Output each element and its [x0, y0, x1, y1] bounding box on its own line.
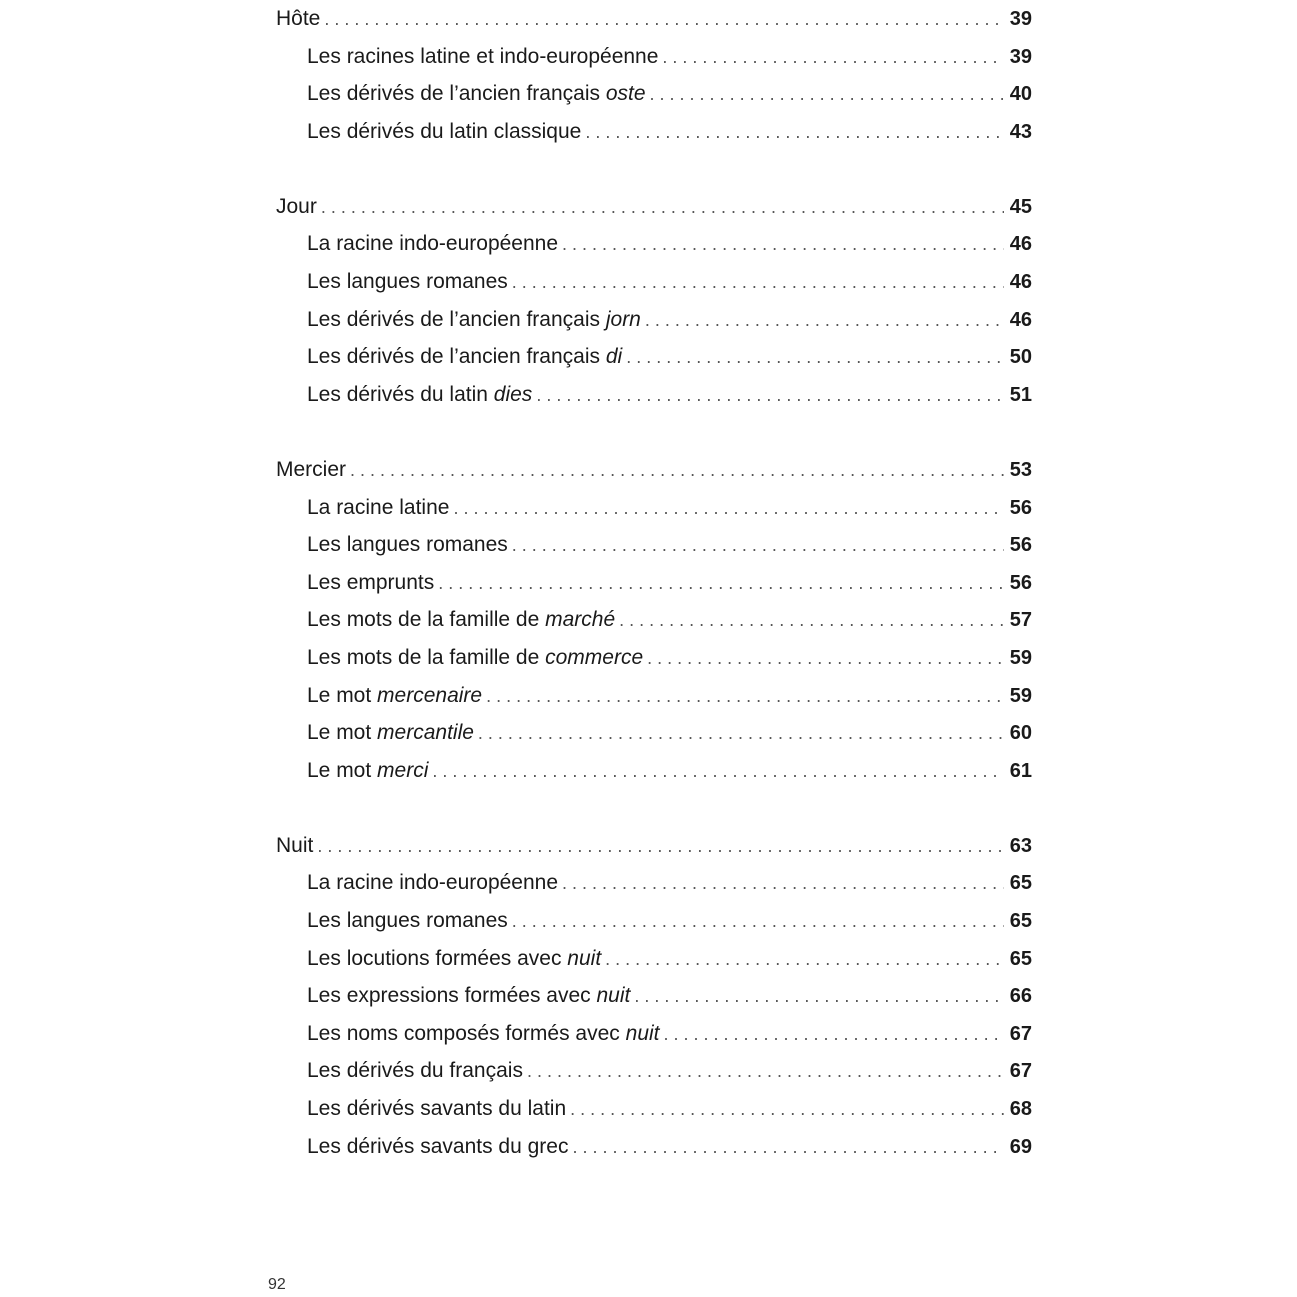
toc-subsection-entry	[276, 601, 1032, 639]
dot-leader	[474, 715, 1004, 753]
subsection-page-number: 59	[1009, 646, 1032, 669]
dot-leader	[508, 527, 1004, 565]
italic-term: nuit	[625, 1021, 660, 1045]
subsection-title	[307, 38, 658, 76]
toc-subsection-entry	[276, 902, 1032, 940]
subsection-title	[307, 601, 615, 639]
subsection-page-number: 61	[1009, 759, 1032, 782]
dot-leader	[558, 226, 1004, 264]
italic-term: di	[605, 345, 623, 369]
dot-leader	[434, 565, 1004, 603]
subsection-page-number: 60	[1009, 722, 1032, 745]
subsection-page-number: 66	[1009, 985, 1032, 1008]
toc-chapter-entry	[276, 827, 1032, 865]
toc-subsection-entry	[276, 940, 1032, 978]
toc-subsection-entry	[276, 714, 1032, 752]
subsection-page-number: 51	[1009, 383, 1032, 406]
subsection-page-number: 69	[1009, 1135, 1032, 1158]
toc-section	[276, 188, 1032, 414]
toc-section	[276, 451, 1032, 789]
italic-term: merci	[377, 758, 429, 782]
dot-leader	[532, 377, 1004, 415]
title-text: Les expressions formées avec	[307, 984, 597, 1008]
subsection-title	[307, 376, 532, 414]
toc-subsection-entry	[276, 113, 1032, 151]
dot-leader	[508, 903, 1004, 941]
subsection-title	[307, 489, 449, 527]
subsection-title	[307, 225, 558, 263]
italic-term: dies	[493, 382, 533, 406]
subsection-title	[307, 714, 474, 752]
italic-term: jorn	[605, 307, 641, 331]
dot-leader	[482, 678, 1004, 716]
toc-chapter-entry	[276, 0, 1032, 38]
subsection-page-number: 57	[1009, 609, 1032, 632]
subsection-page-number: 46	[1009, 271, 1032, 294]
chapter-title: Nuit	[276, 833, 314, 857]
dot-leader	[566, 1091, 1004, 1129]
italic-term: mercantile	[377, 721, 474, 745]
toc-subsection-entry	[276, 526, 1032, 564]
subsection-page-number: 39	[1009, 45, 1032, 68]
subsection-title	[307, 752, 428, 790]
subsection-page-number: 68	[1009, 1097, 1032, 1120]
subsection-page-number: 59	[1009, 684, 1032, 707]
subsection-page-number: 65	[1009, 872, 1032, 895]
subsection-title	[307, 940, 601, 978]
subsection-page-number: 67	[1009, 1022, 1032, 1045]
toc-chapter-entry	[276, 188, 1032, 226]
subsection-page-number: 46	[1009, 308, 1032, 331]
italic-term: oste	[605, 82, 646, 106]
subsection-title	[307, 677, 482, 715]
title-text: La racine indo-européenne	[307, 232, 559, 256]
subsection-title	[307, 75, 646, 113]
dot-leader	[317, 189, 1004, 227]
subsection-title	[307, 338, 622, 376]
title-text: Les dérivés de l’ancien français	[307, 345, 606, 369]
subsection-page-number: 65	[1009, 909, 1032, 932]
toc-subsection-entry	[276, 1052, 1032, 1090]
title-text: Les langues romanes	[307, 908, 508, 932]
toc-subsection-entry	[276, 977, 1032, 1015]
subsection-title	[307, 639, 643, 677]
table-of-contents	[276, 0, 1032, 1165]
subsection-title	[307, 977, 630, 1015]
subsection-title	[307, 1128, 568, 1166]
title-text: Le mot	[307, 758, 378, 782]
toc-chapter-entry	[276, 451, 1032, 489]
dot-leader	[428, 753, 1004, 791]
toc-subsection-entry	[276, 225, 1032, 263]
dot-leader	[313, 828, 1004, 866]
title-text: Les emprunts	[307, 570, 435, 594]
subsection-page-number: 65	[1009, 947, 1032, 970]
dot-leader	[508, 264, 1004, 302]
title-text: Le mot	[307, 721, 378, 745]
subsection-title	[307, 1090, 566, 1128]
title-text: Les dérivés de l’ancien français	[307, 307, 606, 331]
subsection-title	[307, 526, 508, 564]
toc-subsection-entry	[276, 489, 1032, 527]
toc-subsection-entry	[276, 1015, 1032, 1053]
italic-term: nuit	[567, 946, 602, 970]
subsection-page-number: 56	[1009, 496, 1032, 519]
chapter-title: Mercier	[276, 457, 347, 481]
toc-subsection-entry	[276, 376, 1032, 414]
italic-term: mercenaire	[377, 683, 483, 707]
subsection-title	[307, 1052, 523, 1090]
toc-subsection-entry	[276, 564, 1032, 602]
title-text: Les langues romanes	[307, 270, 508, 294]
chapter-page-number: 45	[1009, 195, 1032, 218]
toc-subsection-entry	[276, 263, 1032, 301]
subsection-title	[307, 864, 558, 902]
dot-leader	[622, 339, 1004, 377]
toc-subsection-entry	[276, 301, 1032, 339]
title-text: Les dérivés de l’ancien français	[307, 82, 606, 106]
title-text: Les dérivés du latin classique	[307, 119, 582, 143]
chapter-page-number: 39	[1009, 8, 1032, 30]
dot-leader	[646, 76, 1004, 114]
chapter-title: Hôte	[276, 7, 321, 30]
title-text: Les langues romanes	[307, 533, 508, 557]
toc-subsection-entry	[276, 752, 1032, 790]
title-text: Les noms composés formés avec	[307, 1021, 626, 1045]
subsection-page-number: 50	[1009, 346, 1032, 369]
dot-leader	[568, 1129, 1004, 1167]
dot-leader	[643, 640, 1004, 678]
dot-leader	[581, 114, 1004, 152]
italic-term: nuit	[596, 984, 631, 1008]
title-text: La racine indo-européenne	[307, 871, 559, 895]
toc-subsection-entry	[276, 38, 1032, 76]
title-text: Les dérivés du latin	[307, 382, 494, 406]
toc-subsection-entry	[276, 864, 1032, 902]
dot-leader	[558, 865, 1004, 903]
dot-leader	[320, 1, 1004, 39]
subsection-title	[307, 1015, 660, 1053]
dot-leader	[658, 39, 1004, 77]
italic-term: commerce	[545, 645, 644, 669]
chapter-page-number: 63	[1009, 834, 1032, 857]
dot-leader	[630, 978, 1004, 1016]
subsection-page-number: 67	[1009, 1060, 1032, 1083]
subsection-page-number: 40	[1009, 83, 1032, 106]
toc-subsection-entry	[276, 639, 1032, 677]
page-number: 92	[268, 1276, 286, 1293]
toc-subsection-entry	[276, 338, 1032, 376]
subsection-page-number: 56	[1009, 571, 1032, 594]
toc-subsection-entry	[276, 1090, 1032, 1128]
title-text: La racine latine	[307, 495, 450, 519]
toc-subsection-entry	[276, 677, 1032, 715]
toc-subsection-entry	[276, 75, 1032, 113]
title-text: Les mots de la famille de	[307, 645, 546, 669]
dot-leader	[601, 941, 1004, 979]
toc-section	[276, 827, 1032, 1165]
subsection-title	[307, 113, 581, 151]
subsection-title	[307, 564, 434, 602]
subsection-title	[307, 902, 508, 940]
subsection-title	[307, 301, 641, 339]
chapter-page-number: 53	[1009, 458, 1032, 481]
title-text: Les mots de la famille de	[307, 608, 546, 632]
dot-leader	[641, 302, 1004, 340]
toc-section	[276, 0, 1032, 150]
dot-leader	[660, 1016, 1005, 1054]
dot-leader	[346, 452, 1004, 490]
dot-leader	[449, 490, 1004, 528]
title-text: Les locutions formées avec	[307, 946, 568, 970]
subsection-page-number: 43	[1009, 120, 1032, 143]
title-text: Les dérivés savants du grec	[307, 1134, 569, 1158]
subsection-page-number: 46	[1009, 233, 1032, 256]
title-text: Les dérivés savants du latin	[307, 1096, 567, 1120]
title-text: Le mot	[307, 683, 378, 707]
dot-leader	[523, 1053, 1004, 1091]
dot-leader	[615, 602, 1004, 640]
toc-subsection-entry	[276, 1128, 1032, 1166]
subsection-title	[307, 263, 508, 301]
subsection-page-number: 56	[1009, 534, 1032, 557]
italic-term: marché	[545, 608, 616, 632]
chapter-title: Jour	[276, 194, 317, 218]
title-text: Les racines latine et indo-européenne	[307, 44, 659, 68]
title-text: Les dérivés du français	[307, 1059, 523, 1083]
